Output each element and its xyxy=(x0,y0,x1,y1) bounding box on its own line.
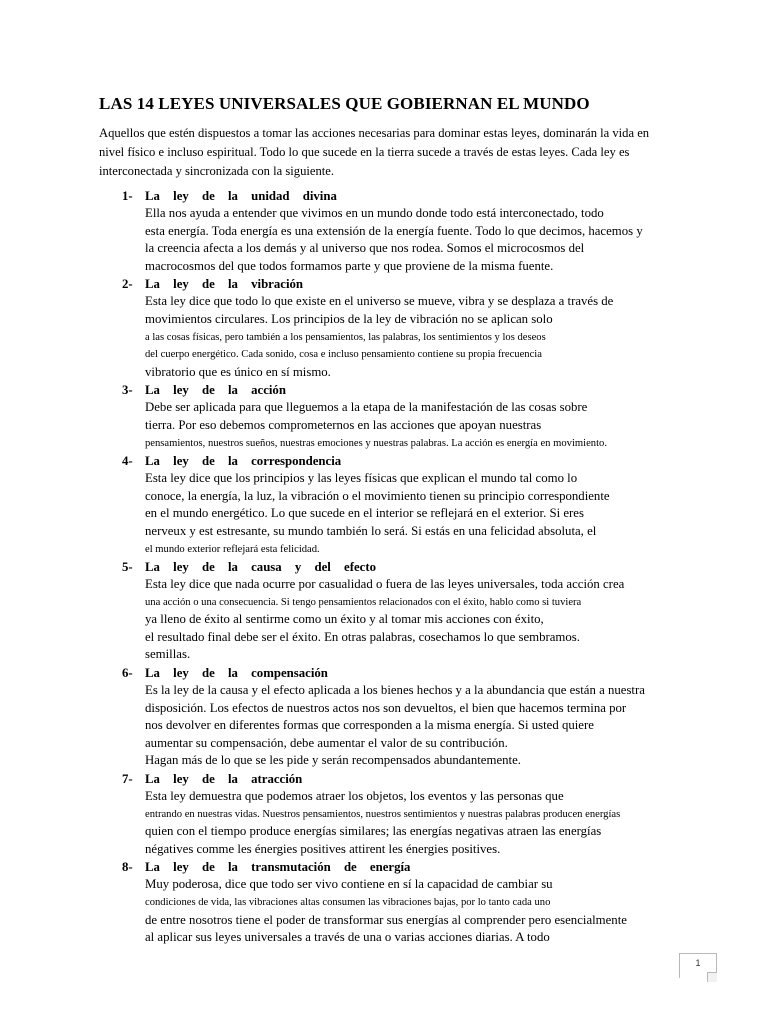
law-item xyxy=(122,664,692,770)
law-number: 2- xyxy=(122,277,133,292)
page-curl-icon xyxy=(707,972,717,982)
law-item xyxy=(122,770,692,858)
law-line: Es la ley de la causa y el efecto aplicada a los bienes hechos y a la abundancia que están a nuestra xyxy=(145,683,645,698)
page-number-tab xyxy=(679,953,717,978)
law-number: 5- xyxy=(122,560,133,575)
law-item xyxy=(122,275,692,381)
law-line: en el mundo energético. Lo que sucede en el interior se reflejará en el exterior. Si eres xyxy=(145,506,584,521)
law-title: La ley de la atracción xyxy=(145,772,303,787)
law-line: Esta ley demuestra que podemos atraer los objetos, los eventos y las personas que xyxy=(145,789,564,804)
law-line: quien con el tiempo produce energías similares; las energías negativas atraen las energías xyxy=(145,824,602,839)
law-line: a las cosas físicas, pero también a los pensamientos, las palabras, los sentimientos y los deseos xyxy=(145,331,546,343)
law-heading xyxy=(122,381,692,399)
intro-line: Aquellos que estén dispuestos a tomar las acciones necesarias para dominar estas leyes, dominarán la vida en xyxy=(99,126,650,140)
page-number: 1 xyxy=(695,958,701,968)
law-line: pensamientos, nuestros sueños, nuestras emociones y nuestras palabras. La acción es energía en movimiento. xyxy=(145,437,607,449)
law-line: Debe ser aplicada para que lleguemos a la etapa de la manifestación de las cosas sobre xyxy=(145,400,588,415)
law-item xyxy=(122,187,692,275)
law-number: 3- xyxy=(122,383,133,398)
law-line: del cuerpo energético. Cada sonido, cosa e incluso pensamiento contiene su propia frecuencia xyxy=(145,349,542,361)
law-heading xyxy=(122,275,692,293)
law-line: nerveux y est estresante, su mundo también lo será. Si estás en una felicidad absoluta, el xyxy=(145,523,597,538)
law-line: conoce, la energía, la luz, la vibración o el movimiento tienen su principio correspondiente xyxy=(145,488,610,503)
page-title: LAS 14 LEYES UNIVERSALES QUE GOBIERNAN EL MUNDO xyxy=(99,94,590,113)
law-line: aumentar su compensación, debe aumentar el valor de su contribución. xyxy=(145,735,508,750)
law-line: el resultado final debe ser el éxito. En otras palabras, cosechamos lo que sembramos. xyxy=(145,629,580,644)
laws-list xyxy=(122,187,692,947)
law-number: 4- xyxy=(122,454,133,469)
law-title: La ley de la unidad divina xyxy=(145,189,337,203)
law-body xyxy=(145,876,692,946)
law-line: movimientos circulares. Los principios de la ley de vibración no se aplican solo xyxy=(145,311,553,326)
law-line: Muy poderosa, dice que todo ser vivo contiene en sí la capacidad de cambiar su xyxy=(145,877,553,892)
law-line: nos devolver en diferentes formas que corresponden a la misma energía. Si usted quiere xyxy=(145,718,594,733)
law-title: La ley de la transmutación de energía xyxy=(145,860,411,875)
law-body xyxy=(145,682,692,770)
law-line: Ella nos ayuda a entender que vivimos en un mundo donde todo está interconectado, todo xyxy=(145,206,604,220)
law-line: semillas. xyxy=(145,647,191,662)
law-line: la creencia afecta a los demás y al universo que nos rodea. Somos el microcosmos del xyxy=(145,241,585,256)
law-item xyxy=(122,558,692,664)
law-item xyxy=(122,381,692,452)
law-number: 7- xyxy=(122,772,133,787)
law-line: ya lleno de éxito al sentirme como un éxito y al tomar mis acciones con éxito, xyxy=(145,612,544,627)
law-line: esta energía. Toda energía es una extensión de la energía fuente. Todo lo que decimos, hacemos y xyxy=(145,223,643,238)
intro-paragraph xyxy=(99,124,679,181)
law-body xyxy=(145,788,692,858)
law-number: 8- xyxy=(122,860,133,875)
law-line: Esta ley dice que los principios y las leyes físicas que explican el mundo tal como lo xyxy=(145,471,578,486)
law-line: Esta ley dice que todo lo que existe en el universo se mueve, vibra y se desplaza a través de xyxy=(145,294,614,309)
law-line: al aplicar sus leyes universales a través de una o varias acciones diarias. A todo xyxy=(145,930,550,945)
law-number: 6- xyxy=(122,666,133,681)
law-line: macrocosmos del que todos formamos parte y que proviene de la misma fuente. xyxy=(145,258,554,273)
intro-line: interconectada y sincronizada con la siguiente. xyxy=(99,164,334,178)
law-line: Hagan más de lo que se les pide y serán recompensados abundantemente. xyxy=(145,753,521,768)
law-line: el mundo exterior reflejará esta felicidad. xyxy=(145,543,320,555)
law-item xyxy=(122,858,692,946)
law-heading xyxy=(122,664,692,682)
law-line: tierra. Por eso debemos comprometernos en las acciones que apoyan nuestras xyxy=(145,417,542,432)
law-line: vibratorio que es único en sí mismo. xyxy=(145,364,331,379)
intro-line: nivel físico e incluso espiritual. Todo lo que sucede en la tierra sucede a través de estas leyes. Cada ley es xyxy=(99,145,630,159)
law-body xyxy=(145,470,692,558)
law-title: La ley de la causa y del efecto xyxy=(145,560,376,575)
law-item xyxy=(122,452,692,558)
law-body xyxy=(145,399,692,452)
law-title: La ley de la correspondencia xyxy=(145,454,342,469)
law-number: 1- xyxy=(122,189,133,203)
law-line: condiciones de vida, las vibraciones altas consumen las vibraciones bajas, por lo tanto cada uno xyxy=(145,897,551,908)
law-heading xyxy=(122,187,692,205)
law-line: Esta ley dice que nada ocurre por casualidad o fuera de las leyes universales, toda acción crea xyxy=(145,577,625,592)
law-line: disposición. Los efectos de nuestros actos nos son devueltos, el bien que hacemos termina por xyxy=(145,700,627,715)
law-heading xyxy=(122,452,692,470)
law-body xyxy=(145,205,692,275)
law-body xyxy=(145,576,692,664)
law-heading xyxy=(122,770,692,788)
law-heading xyxy=(122,558,692,576)
law-line: négatives comme les énergies positives attirent les énergies positives. xyxy=(145,841,501,856)
law-title: La ley de la vibración xyxy=(145,277,304,292)
law-line: una acción o una consecuencia. Si tengo pensamientos relacionados con el éxito, hablo como si tuviera xyxy=(145,596,582,608)
law-title: La ley de la acción xyxy=(145,383,286,398)
law-body xyxy=(145,293,692,381)
law-line: de entre nosotros tiene el poder de transformar sus energías al comprender pero esencialmente xyxy=(145,912,627,927)
law-line: entrando en nuestras vidas. Nuestros pensamientos, nuestros sentimientos y nuestras palabras producen energías xyxy=(145,808,621,820)
law-title: La ley de la compensación xyxy=(145,666,328,681)
law-heading xyxy=(122,858,692,876)
